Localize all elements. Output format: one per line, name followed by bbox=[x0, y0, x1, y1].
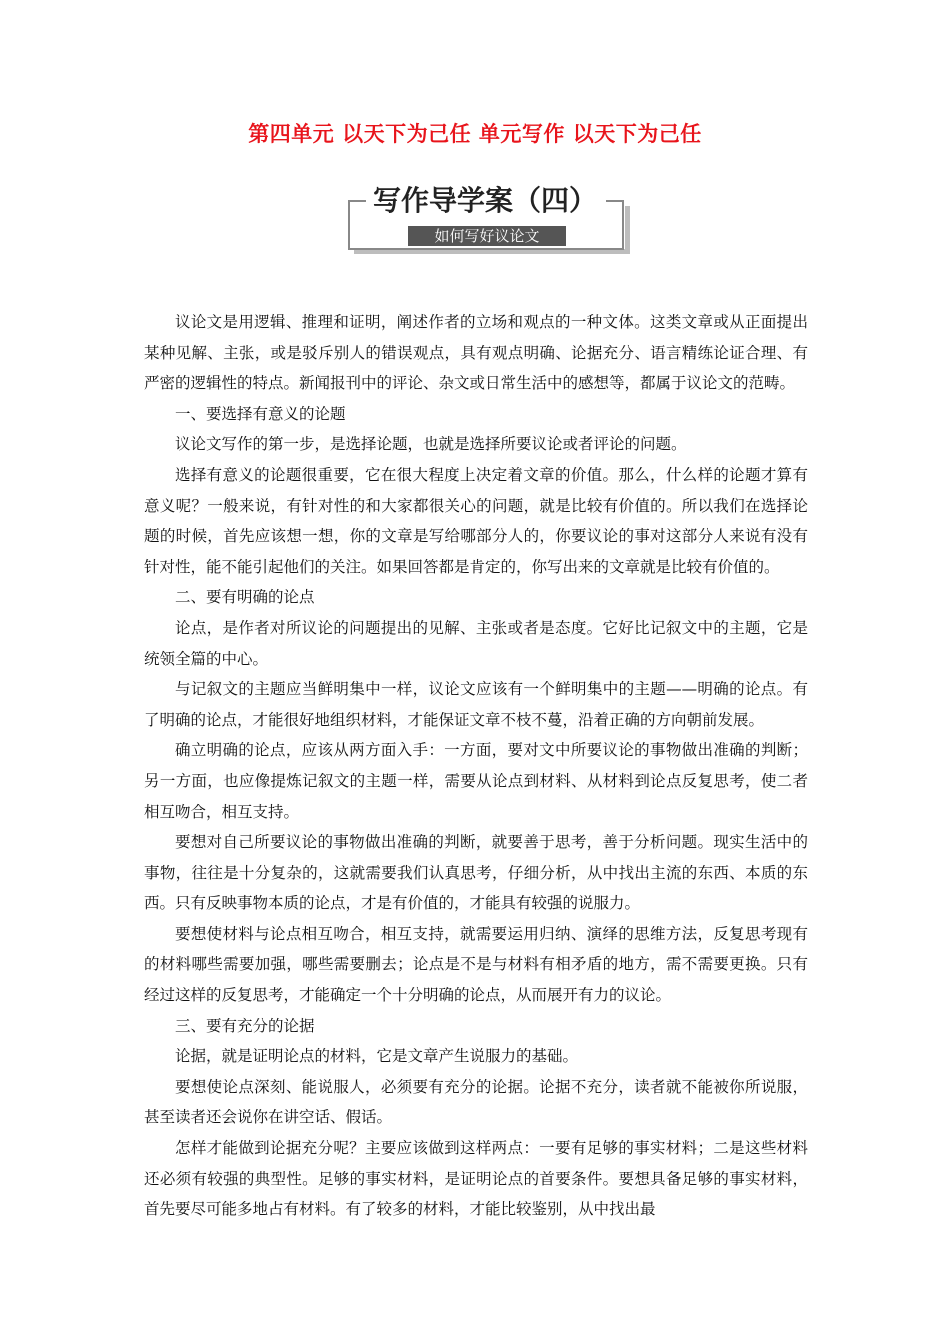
paragraph: 论点，是作者对所议论的问题提出的见解、主张或者是态度。它好比记叙文中的主题，它是统领全篇的中心。 bbox=[144, 618, 808, 668]
paragraph: 与记叙文的主题应当鲜明集中一样，议论文应该有一个鲜明集中的主题——明确的论点。有了明确的论点，才能很好地组织材料，才能保证文章不枝不蔓，沿着正确的方向朝前发展。 bbox=[144, 680, 808, 729]
banner-frame-corner-right bbox=[606, 200, 624, 202]
document-body bbox=[144, 307, 808, 1225]
paragraph: 论据，就是证明论点的材料，它是文章产生说服力的基础。 bbox=[175, 1047, 579, 1066]
page-title: 第四单元 以天下为己任 单元写作 以天下为己任 bbox=[248, 122, 702, 146]
section-heading-3: 三、要有充分的论据 bbox=[175, 1016, 315, 1035]
section-heading-2: 二、要有明确的论点 bbox=[175, 588, 315, 607]
section-heading-1: 一、要选择有意义的论题 bbox=[175, 404, 346, 423]
paragraph: 要想对自己所要议论的事物做出准确的判断，就要善于思考，善于分析问题。现实生活中的事物，往往是十分复杂的，这就需要我们认真思考，仔细分析，从中找出主流的东西、本质的东西。只有反映事物本质的论点，才是有价值的，才能具有较强的说服力。 bbox=[144, 833, 808, 913]
section-banner bbox=[348, 184, 632, 254]
paragraph: 确立明确的论点，应该从两方面入手：一方面，要对文中所要议论的事物做出准确的判断；另一方面，也应像提炼记叙文的主题一样，需要从论点到材料、从材料到论点反复思考，使二者相互吻合，相互支持。 bbox=[144, 741, 808, 821]
paragraph: 选择有意义的论题很重要，它在很大程度上决定着文章的价值。那么，什么样的论题才算有意义呢？一般来说，有针对性的和大家都很关心的问题，就是比较有价值的。所以我们在选择论题的时候，首先应该想一想，你的文章是写给哪部分人的，你要议论的事对这部分人来说有没有针对性，能不能引起他们的关注。如果回答都是肯定的，你写出来的文章就是比较有价值的。 bbox=[144, 465, 808, 576]
paragraph: 要想使材料与论点相互吻合，相互支持，就需要运用归纳、演绎的思维方法，反复思考现有的材料哪些需要加强，哪些需要删去；论点是不是与材料有相矛盾的地方，需不需要更换。只有经过这样的反复思考，才能确定一个十分明确的论点，从而展开有力的议论。 bbox=[144, 924, 808, 1005]
paragraph: 怎样才能做到论据充分呢？主要应该做到这样两点：一要有足够的事实材料；二是这些材料还必须有较强的典型性。足够的事实材料，是证明论点的首要条件。要想具备足够的事实材料，首先要尽可能多地占有材料。有了较多的材料，才能比较鉴别，从中找出最 bbox=[144, 1139, 808, 1219]
banner-frame-corner-left bbox=[348, 200, 366, 202]
banner-title: 写作导学案（四） bbox=[370, 184, 600, 218]
paragraph-intro: 议论文是用逻辑、推理和证明，阐述作者的立场和观点的一种文体。这类文章或从正面提出某种见解、主张，或是驳斥别人的错误观点，具有观点明确、论据充分、语言精练论证合理、有严密的逻辑性的特点。新闻报刊中的评论、杂文或日常生活中的感想等，都属于议论文的范畴。 bbox=[144, 313, 808, 393]
paragraph: 要想使论点深刻、能说服人，必须要有充分的论据。论据不充分，读者就不能被你所说服，甚至读者还会说你在讲空话、假话。 bbox=[144, 1077, 808, 1127]
banner-subtitle: 如何写好议论文 bbox=[408, 226, 566, 246]
paragraph: 议论文写作的第一步，是选择论题，也就是选择所要议论或者评论的问题。 bbox=[175, 435, 687, 454]
